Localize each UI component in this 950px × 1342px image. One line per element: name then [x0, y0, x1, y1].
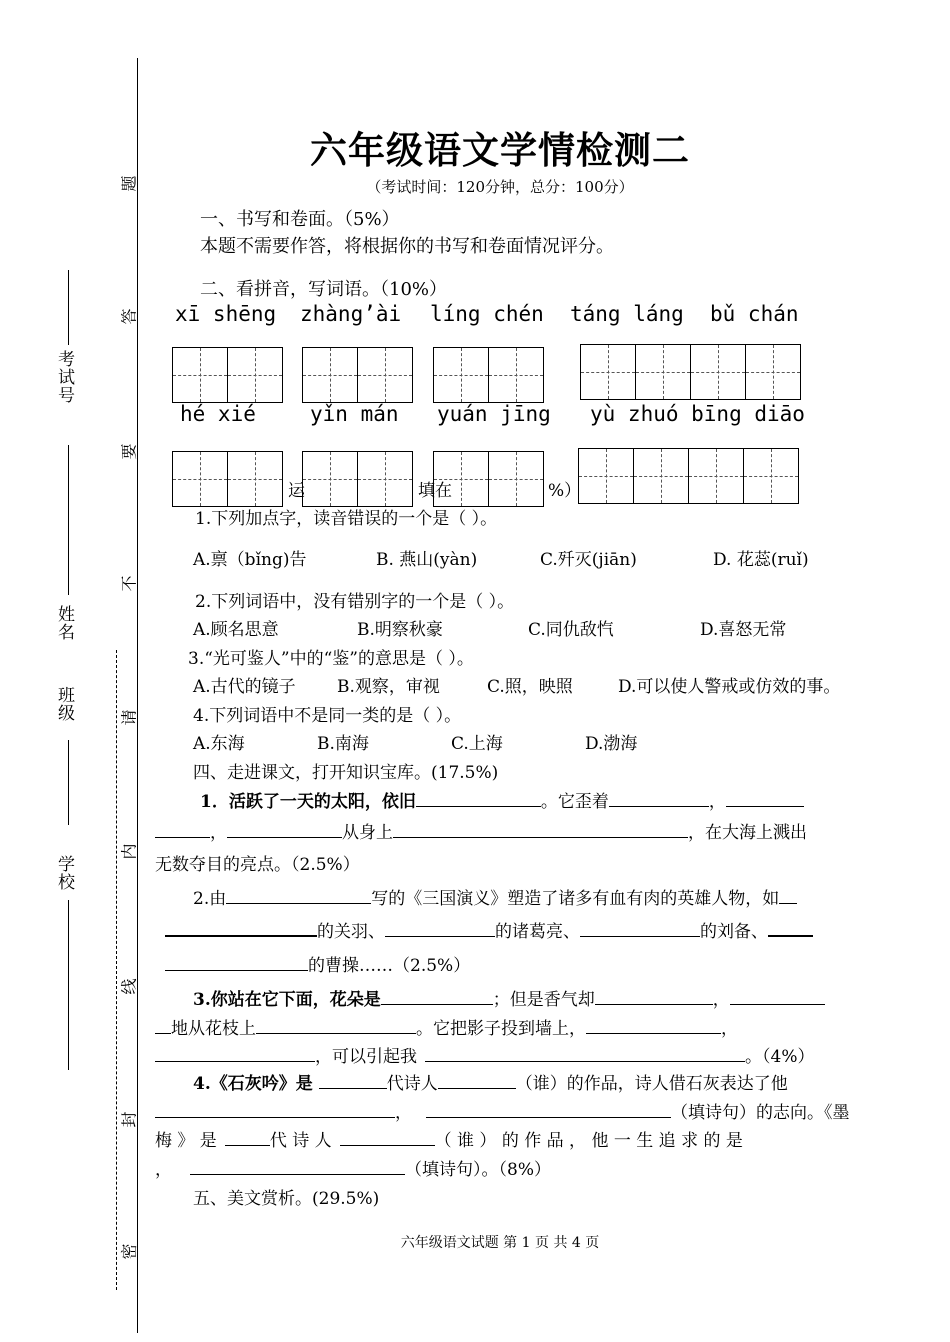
fill-line — [155, 1155, 551, 1180]
q4-2-text: 的关羽、 — [317, 922, 385, 942]
q4-4-text: 代 诗 人 — [269, 1131, 332, 1151]
answer-grid[interactable] — [302, 451, 413, 507]
q4-2-text: 的诸葛亮、 — [495, 922, 580, 942]
answer-grid[interactable] — [580, 344, 801, 400]
answer-grid[interactable] — [172, 347, 283, 403]
q4-3-text: ；但是香气却 — [492, 990, 595, 1010]
seal-char: 请 — [119, 709, 139, 726]
question-3-1: 1.下列加点字，读音错误的一个是（ ）。 — [195, 509, 498, 529]
q4-2-text: 的刘备、 — [700, 922, 768, 942]
section-1-text: 本题不需要作答，将根据你的书写和卷面情况评分。 — [200, 236, 614, 257]
answer-blank[interactable] — [726, 790, 804, 807]
q4-1-text: 1．活跃了一天的太阳，依旧 — [200, 792, 416, 812]
answer-blank[interactable] — [190, 1158, 405, 1175]
option: B.南海 — [317, 734, 369, 754]
answer-blank[interactable] — [155, 1045, 315, 1062]
answer-blank[interactable] — [730, 988, 825, 1005]
answer-blank[interactable] — [768, 919, 813, 937]
option: D. 花蕊(ruǐ) — [713, 550, 809, 570]
option: A.禀（bǐng)告 — [193, 550, 307, 570]
option: B. 燕山(yàn) — [376, 550, 478, 570]
section-3-heading-fragment: %） — [548, 481, 582, 501]
q4-2-text: 2.由 — [193, 889, 227, 909]
seal-char: 内 — [119, 843, 139, 860]
option: C.同仇敌忾 — [528, 620, 614, 640]
q4-3-text: ， — [712, 990, 730, 1010]
q4-1-text: 从身上 — [342, 823, 393, 843]
seal-char: 题 — [119, 175, 139, 192]
option: C.照，映照 — [487, 677, 573, 697]
pinyin: yù zhuó bīng diāo — [590, 402, 805, 426]
option: C.歼灭(jiān) — [540, 550, 637, 570]
q4-1-text: ， — [708, 792, 726, 812]
q4-4-text: （填诗句）。（8%） — [405, 1160, 551, 1180]
seal-char: 不 — [119, 575, 139, 592]
answer-blank[interactable] — [385, 920, 495, 937]
answer-blank[interactable] — [226, 887, 371, 904]
fill-line — [165, 917, 813, 942]
answer-blank[interactable] — [381, 988, 493, 1005]
option: D.渤海 — [585, 734, 638, 754]
q4-3-text: 。它把影子投到墙上， — [416, 1019, 586, 1039]
margin-field-class: 班级 — [54, 686, 74, 722]
pinyin: yuán jīng — [437, 402, 551, 426]
pinyin: táng láng — [570, 302, 684, 326]
answer-blank[interactable] — [165, 954, 308, 971]
answer-blank[interactable] — [155, 1017, 171, 1034]
answer-blank[interactable] — [319, 1072, 387, 1089]
fill-line — [165, 951, 470, 976]
page-footer: 六年级语文试题 第 1 页 共 4 页 — [400, 1235, 600, 1251]
seal-char: 线 — [119, 978, 139, 995]
answer-blank[interactable] — [416, 790, 541, 807]
option: D.可以使人警戒或仿效的事。 — [618, 677, 841, 697]
answer-blank[interactable] — [580, 920, 700, 937]
margin-field-exam-number: 考试号 — [54, 350, 74, 404]
answer-blank[interactable] — [609, 790, 709, 807]
fill-line — [193, 985, 825, 1010]
fill-line — [200, 787, 804, 812]
pinyin: xī shēng — [175, 302, 277, 326]
question-3-3: 3.“光可鉴人”中的“鉴”的意思是（ ）。 — [188, 649, 474, 669]
answer-blank[interactable] — [227, 821, 342, 838]
q4-4-text: （填诗句）的志向。《墨 — [671, 1103, 850, 1123]
margin-field-school: 学校 — [54, 855, 74, 891]
question-3-4: 4.下列词语中不是同一类的是（ ）。 — [193, 706, 462, 726]
section-3-heading-fragment: 填在 — [418, 481, 452, 501]
answer-blank[interactable] — [155, 1101, 395, 1118]
q4-2-text: 的曹操……（2.5%） — [308, 956, 471, 976]
seal-char: 要 — [119, 443, 139, 460]
fill-line — [193, 1069, 788, 1094]
answer-blank[interactable] — [155, 821, 210, 838]
q4-4-text: （谁）的作品，诗人借石灰表达了他 — [515, 1074, 788, 1094]
answer-blank[interactable] — [256, 1017, 416, 1034]
option: C.上海 — [451, 734, 503, 754]
q4-1-text: ， — [210, 823, 227, 843]
answer-blank[interactable] — [393, 821, 688, 838]
q4-1-text: ，在大海上溅出 — [688, 823, 807, 843]
q4-3-text: ，可以引起我 — [315, 1047, 417, 1067]
q4-1-text: 无数夺目的亮点。（2.5%） — [155, 855, 360, 875]
section-1-heading: 一、书写和卷面。（5%） — [200, 209, 400, 230]
name-blank — [68, 445, 69, 595]
q4-4-text: 代诗人 — [386, 1074, 438, 1094]
margin-dash-line — [116, 650, 117, 1290]
section-3-heading-fragment: 运 — [288, 481, 305, 501]
answer-grid[interactable] — [433, 347, 544, 403]
answer-blank[interactable] — [165, 919, 317, 937]
answer-blank[interactable] — [426, 1101, 671, 1118]
pinyin: yǐn mán — [310, 402, 399, 426]
question-3-2: 2.下列词语中，没有错别字的一个是（ ）。 — [195, 592, 515, 612]
fill-line — [155, 1014, 738, 1039]
option: B.观察，审视 — [337, 677, 440, 697]
exam-number-blank — [68, 270, 69, 345]
fill-line — [193, 884, 797, 909]
q4-3-text: ， — [721, 1019, 738, 1039]
section-2-heading: 二、看拼音，写词语。（10%） — [200, 279, 448, 300]
seal-char: 封 — [119, 1111, 139, 1128]
pinyin: líng chén — [430, 302, 544, 326]
q4-4-text: ， — [395, 1103, 412, 1123]
fill-line — [155, 1098, 850, 1123]
section-4-heading: 四、走进课文，打开知识宝库。(17.5%) — [193, 763, 499, 783]
answer-grid[interactable] — [172, 451, 283, 507]
q4-3-text: 地从花枝上 — [171, 1019, 256, 1039]
answer-blank[interactable] — [340, 1129, 435, 1146]
answer-grid[interactable] — [302, 347, 413, 403]
q4-1-text: 。它歪着 — [540, 792, 609, 812]
pinyin: bǔ chán — [710, 302, 799, 326]
option: D.喜怒无常 — [700, 620, 787, 640]
answer-blank[interactable] — [425, 1045, 745, 1062]
section-5-heading: 五、美文赏析。(29.5%) — [193, 1189, 380, 1209]
option: B.明察秋豪 — [357, 620, 443, 640]
q4-4-text: 梅 》 是 — [155, 1131, 217, 1151]
binding-line — [137, 58, 138, 1333]
option: A.古代的镜子 — [193, 677, 296, 697]
fill-line — [155, 1126, 743, 1151]
q4-2-text: 写的《三国演义》塑造了诸多有血有肉的英雄人物，如 — [371, 889, 780, 909]
q4-4-text: （ 谁 ） 的 作 品 ， 他 一 生 追 求 的 是 — [434, 1131, 743, 1151]
answer-blank[interactable] — [595, 988, 713, 1005]
option: A.顾名思意 — [193, 620, 279, 640]
q4-3-text: 3.你站在它下面，花朵是 — [193, 990, 381, 1010]
answer-blank[interactable] — [225, 1129, 270, 1146]
answer-blank[interactable] — [779, 887, 797, 904]
q4-4-text: ， — [155, 1160, 172, 1180]
fill-line — [155, 818, 807, 843]
pinyin: hé xié — [180, 402, 256, 426]
pinyin: zhàng’ài — [300, 302, 402, 326]
margin-field-name: 姓名 — [54, 605, 74, 641]
answer-blank[interactable] — [438, 1072, 516, 1089]
school-blank — [68, 900, 69, 1070]
fill-line — [155, 1042, 814, 1067]
page-title: 六年级语文学情检测二 — [310, 129, 690, 172]
seal-char: 密 — [119, 1243, 139, 1260]
q4-3-text: 。（4%） — [745, 1047, 815, 1067]
q4-4-text: 4.《石灰吟》是 — [193, 1074, 313, 1094]
class-blank — [68, 740, 69, 825]
option: A.东海 — [193, 734, 245, 754]
answer-blank[interactable] — [586, 1017, 721, 1034]
answer-grid[interactable] — [578, 448, 799, 504]
seal-char: 答 — [119, 308, 139, 325]
exam-info: （考试时间：120分钟，总分：100分） — [366, 178, 634, 196]
